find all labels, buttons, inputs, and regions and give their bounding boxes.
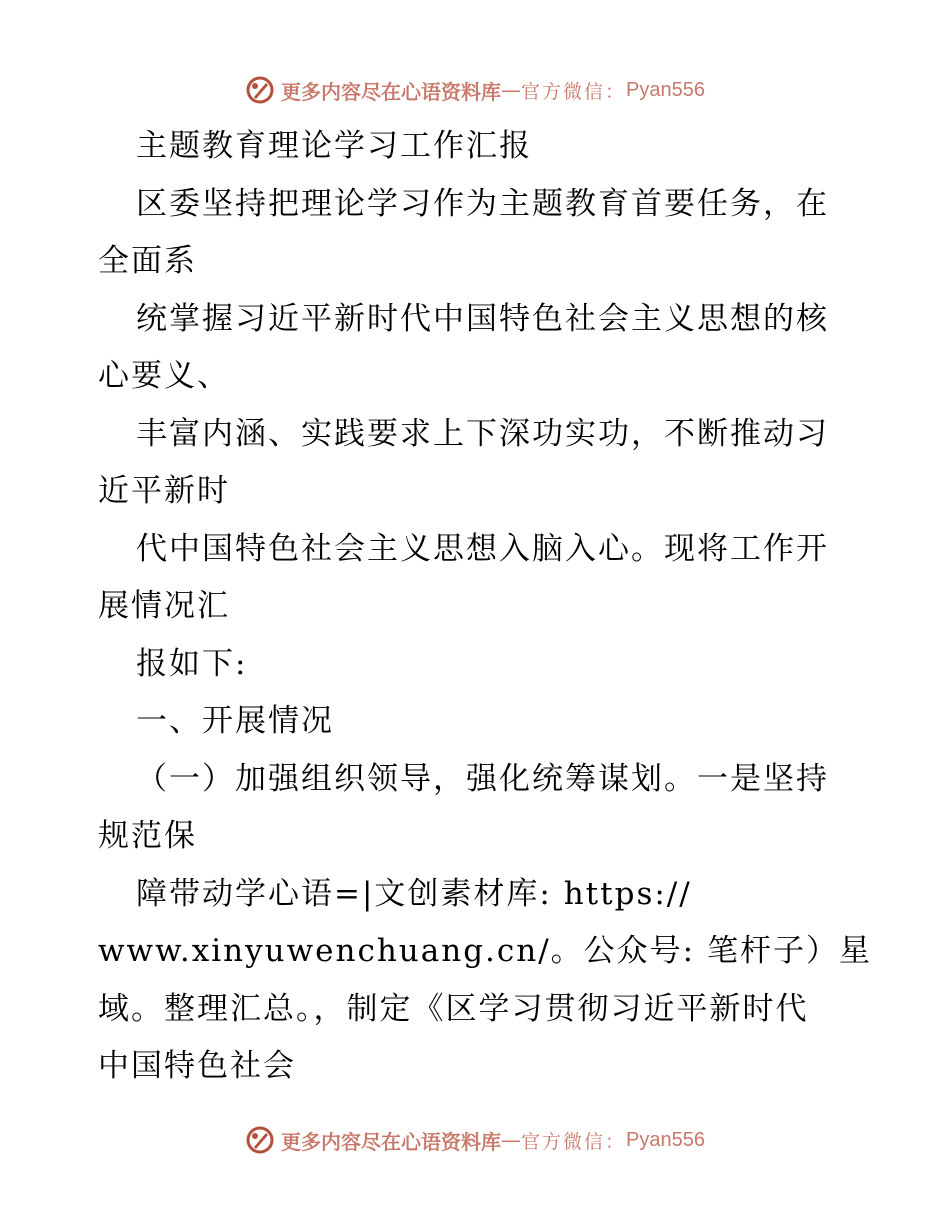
quill-logo-icon (245, 1125, 275, 1155)
banner-wechat-id: Pyan556 (626, 1128, 705, 1151)
text-line: 域。整理汇总。，制定《区学习贯彻习近平新时代 (98, 990, 809, 1027)
section-heading: 一、开展情况 (136, 703, 334, 739)
banner-main-text: 更多内容尽在心语资料库 (281, 79, 501, 104)
banner-separator: — (501, 78, 521, 102)
text-line: 统掌握习近平新时代中国特色社会主义思想的核 (136, 300, 829, 337)
banner-separator: — (501, 1128, 521, 1152)
document-title: 主题教育理论学习工作汇报 (136, 128, 532, 164)
banner-main-text: 更多内容尽在心语资料库 (281, 1129, 501, 1154)
text-line: 近平新时 (98, 473, 230, 509)
footer-watermark-banner (0, 1122, 950, 1158)
text-line: 展情况汇 (98, 588, 230, 624)
text-line: 规范保 (98, 818, 197, 854)
text-line: 丰富内涵、实践要求上下深功实功，不断推动习 (136, 415, 829, 452)
text-line: 障带动学心语=|文创素材库: https:// (136, 875, 692, 912)
document-body (98, 118, 872, 1096)
banner-wechat-label: 官方微信： (521, 80, 627, 103)
banner-wechat-id: Pyan556 (626, 78, 705, 101)
text-line: 区委坚持把理论学习作为主题教育首要任务，在 (136, 185, 829, 222)
quill-logo-icon (245, 75, 275, 105)
text-line: （一）加强组织领导，强化统筹谋划。一是坚持 (136, 760, 829, 797)
header-watermark-banner (0, 72, 950, 108)
text-line: 中国特色社会 (98, 1048, 296, 1084)
text-line: 心要义、 (98, 358, 230, 394)
text-line: 全面系 (98, 243, 197, 279)
text-line: 代中国特色社会主义思想入脑入心。现将工作开 (136, 530, 829, 567)
text-line: 报如下: (136, 645, 248, 682)
banner-wechat-label: 官方微信： (521, 1130, 627, 1153)
text-line: www.xinyuwenchuang.cn/。公众号: 笔杆子）星 (98, 933, 872, 969)
